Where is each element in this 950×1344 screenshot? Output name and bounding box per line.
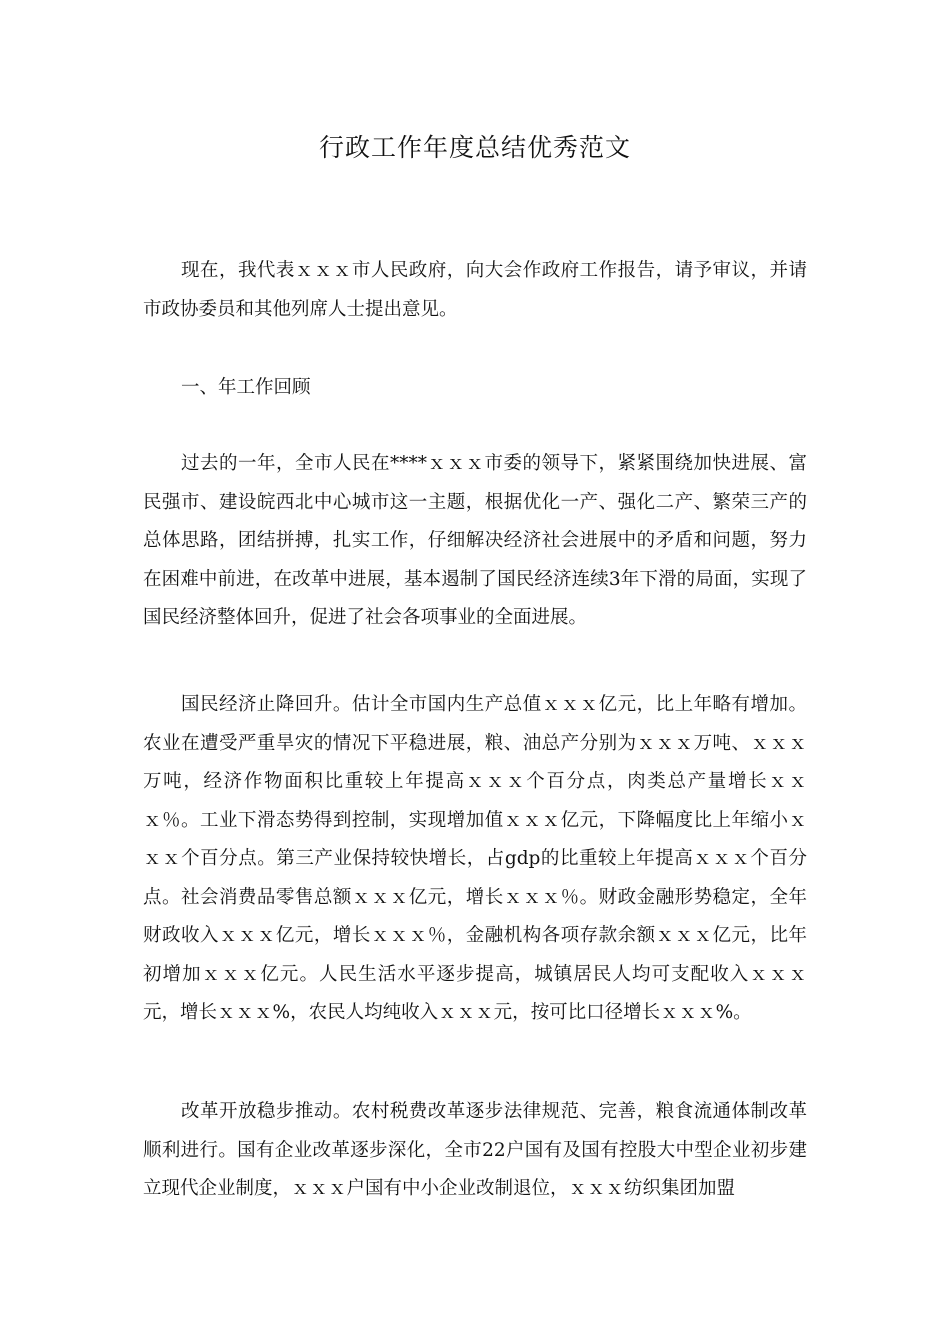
paragraph-review: 过去的一年，全市人民在****ｘｘｘ市委的领导下，紧紧围绕加快进展、富民强市、建设皖西北中心城市这一主题，根据优化一产、强化二产、繁荣三产的总体思路，团结拼搏，扎实工作，仔细解决经济社会进展中的矛盾和问题，努力在困难中前进，在改革中进展，基本遏制了国民经济连续3年下滑的局面，实现了国民经济整体回升，促进了社会各项事业的全面进展。 [143,453,807,628]
document-title: 行政工作年度总结优秀范文 [318,133,631,162]
section-heading: 一、年工作回顾 [181,377,311,398]
paragraph-economy: 国民经济止降回升。估计全市国内生产总值ｘｘｘ亿元，比上年略有增加。农业在遭受严重旱灾的情况下平稳进展，粮、油总产分别为ｘｘｘ万吨、ｘｘｘ万吨，经济作物面积比重较上年提高ｘｘｘ个百分点，肉类总产量增长ｘｘｘ％。工业下滑态势得到控制，实现增加值ｘｘｘ亿元，下降幅度比上年缩小ｘｘｘ个百分点。第三产业保持较快增长，占gdp的比重较上年提高ｘｘｘ个百分点。社会消费品零售总额ｘｘｘ亿元，增长ｘｘｘ％。财政金融形势稳定，全年财政收入ｘｘｘ亿元，增长ｘｘｘ％，金融机构各项存款余额ｘｘｘ亿元，比年初增加ｘｘｘ亿元。人民生活水平逐步提高，城镇居民人均可支配收入ｘｘｘ元，增长ｘｘｘ%，农民人均纯收入ｘｘｘ元，按可比口径增长ｘｘｘ%。 [143,694,807,1023]
intro-paragraph: 现在，我代表ｘｘｘ市人民政府，向大会作政府工作报告，请予审议，并请市政协委员和其他列席人士提出意见。 [143,260,807,320]
paragraph-reform: 改革开放稳步推动。农村税费改革逐步法律规范、完善，粮食流通体制改革顺利进行。国有企业改革逐步深化，全市22户国有及国有控股大中型企业初步建立现代企业制度，ｘｘｘ户国有中小企业改制退位，ｘｘｘ纺织集团加盟 [143,1101,807,1199]
